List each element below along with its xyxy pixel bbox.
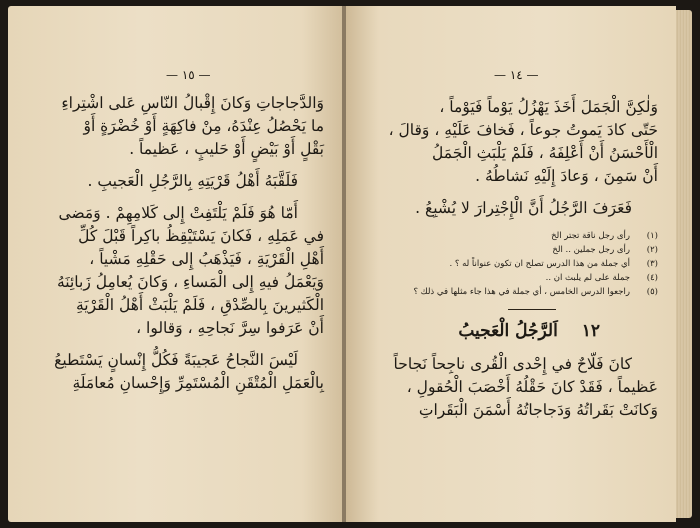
open-book xyxy=(8,6,692,522)
text-line: الْكَثيرينَ بِالصِّدْقِ ، فَلَمْ يَلْبَثْ أَهْلُ الْقَرْيَةِ xyxy=(76,296,324,314)
exercise-number: (٣) xyxy=(646,259,658,269)
text-line: أَهْلِ الْقَرْيَةِ ، فَيَذْهَبُ إِلى حَقْلِهِ مَشْياً ، xyxy=(89,250,324,268)
exercise-number: (١) xyxy=(646,231,658,241)
exercise-text: رأى رجل ناقة تجتر الخ xyxy=(551,231,630,241)
page-edges xyxy=(676,10,692,518)
right-page-number: — ١٤ — xyxy=(494,68,539,82)
exercise-item xyxy=(368,229,658,243)
text-line: الْأَحْسَنُ أَنْ أَعْلِفَهُ ، فَلَمْ يَلْبَثِ الْجَمَلُ xyxy=(432,144,658,162)
exercise-number: (٥) xyxy=(646,287,658,297)
right-page-text xyxy=(368,96,658,431)
text-line: وَكانَتْ بَقَراتُهُ وَدَجاجاتُهُ أَسْمَنَ الْبَقَراتِ xyxy=(418,401,658,419)
text-line: ما يَحْصُلُ عِنْدَهُ، مِنْ فاكِهَةٍ أَوْ خُضْرَةٍ أَوْ xyxy=(83,117,324,135)
right-paragraph-1 xyxy=(368,96,658,188)
exercise-item xyxy=(368,257,658,271)
text-line: وَالدَّجاجاتِ وَكانَ إِقْبالُ النّاسِ عَلى اشْتِراءِ xyxy=(61,94,324,112)
lesson-heading xyxy=(368,320,658,343)
text-line: وَلٰكِنَّ الْجَمَلَ أَخَذَ يَهْزُلُ يَوْماً فَيَوْماً ، xyxy=(439,98,658,116)
exercise-number: (٢) xyxy=(646,245,658,255)
text-line: حَتّى كادَ يَموتُ جوعاً ، فَخافَ عَلَيْهِ ، وَقالَ ، xyxy=(388,121,658,139)
text-line: فَعَرَفَ الرَّجُلُ أَنَّ الْإِجْتِرارَ لا يُشْبِعُ . xyxy=(415,199,632,217)
exercise-item xyxy=(368,285,658,299)
text-line: في عَمَلِهِ ، فَكانَ يَسْتَيْقِظُ باكِراً قَبْلَ كُلِّ xyxy=(78,227,324,245)
text-line: أَنْ سَمِنَ ، وَعادَ إِلَيْهِ نَشاطُهُ . xyxy=(475,167,658,185)
exercise-item xyxy=(368,271,658,285)
left-page-text xyxy=(32,92,324,404)
text-line: أَمّا هُوَ فَلَمْ يَلْتَفِتْ إِلى كَلامِهِمْ . وَمَضى xyxy=(58,204,298,222)
text-line: عَظيماً ، فَقَدْ كانَ حَقْلُهُ أَخْصَبَ الْحُقولِ ، xyxy=(406,378,658,396)
exercise-text: جملة على لم يلبث ان .. xyxy=(545,273,630,283)
lesson-number: ١٢ xyxy=(581,321,600,341)
exercise-text: أي جملة من هذا الدرس تصلح ان تكون عنواناً له ؟ . xyxy=(449,259,630,269)
left-paragraph-4 xyxy=(32,349,324,395)
left-page-number: — ١٥ — xyxy=(166,68,211,82)
right-page xyxy=(346,6,676,522)
section-divider xyxy=(508,309,556,310)
left-paragraph-2 xyxy=(32,170,324,193)
text-line: فَلَقَّبَهُ أَهْلُ قَرْيَتِهِ بِالرَّجُلِ الْعَجيبِ . xyxy=(87,172,298,190)
exercise-number: (٤) xyxy=(646,273,658,283)
text-line: لَيْسَ النَّجاحُ عَجيبَةً فَكُلُّ إِنْسانٍ يَسْتَطيعُ xyxy=(54,351,298,369)
text-line: وَيَعْمَلُ فيهِ إِلى الْمَساءِ ، وَكانَ يُعامِلُ زَبائِنَهُ xyxy=(57,273,324,291)
right-paragraph-2 xyxy=(368,197,658,220)
left-paragraph-3 xyxy=(32,202,324,340)
left-page xyxy=(8,6,342,522)
text-line: بَقْلٍ أَوْ بَيْضٍ أَوْ حَليبٍ ، عَظيماً . xyxy=(129,140,324,158)
text-line: أَنْ عَرَفوا سِرَّ نَجاحِهِ ، وَقالوا ، xyxy=(136,319,324,337)
text-line: كانَ فَلّاحٌ في إِحْدى الْقُرى ناجِحاً نَجاحاً xyxy=(393,355,632,373)
exercise-list xyxy=(368,229,658,299)
left-paragraph-1 xyxy=(32,92,324,161)
lesson-title: اَلرَّجُلُ الْعَجيبُ xyxy=(458,321,558,341)
lesson-paragraph xyxy=(368,353,658,422)
text-line: بِالْعَمَلِ الْمُتْقَنِ الْمُسْتَمِرِّ وَإِحْسانِ مُعامَلَةِ xyxy=(72,374,324,392)
exercise-item xyxy=(368,243,658,257)
exercise-text: رأى رجل جملين .. الخ xyxy=(552,245,630,255)
exercise-text: راجعوا الدرس الخامس ، أي جملة في هذا جاء مثلها في ذلك ؟ xyxy=(413,287,630,297)
